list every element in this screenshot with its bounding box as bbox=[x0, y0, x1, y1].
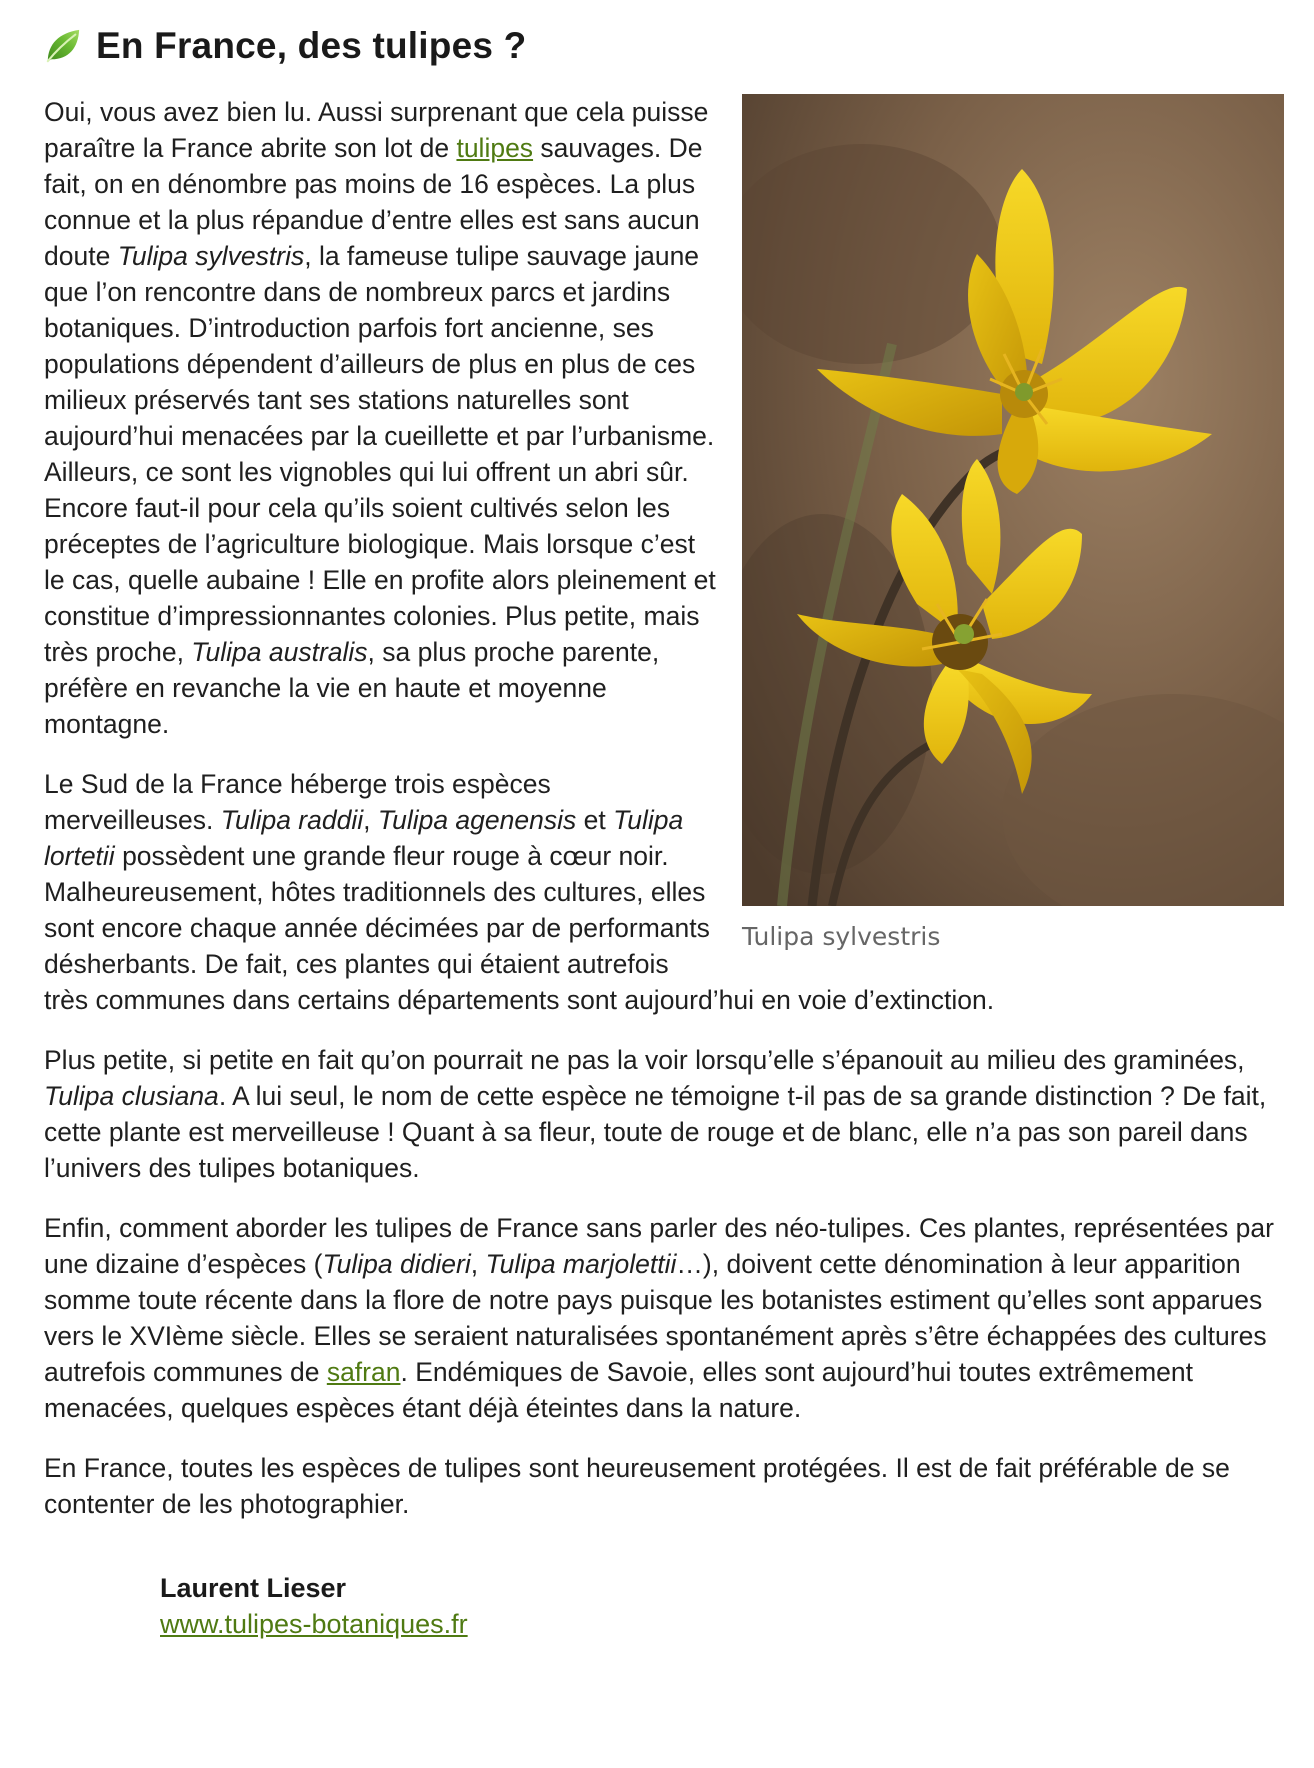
text-span: Plus petite, si petite en fait qu’on pourrait ne pas la voir lorsqu’elle s’épanouit au milieu des graminées, bbox=[44, 1045, 1245, 1075]
figure bbox=[742, 94, 1284, 951]
species-name: Tulipa raddii bbox=[220, 805, 364, 835]
text-span: Le Sud de la France héberge trois espèces merveilleuses. bbox=[44, 769, 551, 835]
species-name: Tulipa agenensis bbox=[377, 805, 577, 835]
figure-caption: Tulipa sylvestris bbox=[742, 922, 941, 951]
text-span: En France, toutes les espèces de tulipes sont heureusement protégées. Il est de fait préférable de se contenter de les photographier. bbox=[44, 1453, 1230, 1519]
paragraph-4 bbox=[44, 1210, 1284, 1426]
text-span: . A lui seul, le nom de cette espèce ne témoigne t-il pas de sa grande distinction ? De fait, cette plante est merveilleuse ! Quant à sa fleur, toute de rouge et de blanc, elle n’a pas son pareil dans l’univers des tulipes botaniques. bbox=[44, 1081, 1267, 1183]
text-span: , la fameuse tulipe sauvage jaune que l’on rencontre dans de nombreux parcs et jardins botaniques. D’introduction parfois fort ancienne, ses populations dépendent d’ailleurs de plus en plus de ces milieux préservés tant ses stations naturelles sont aujourd’hui menacées par la cueillette et par l’urbanisme. Ailleurs, ce sont les vignobles qui lui offrent un abri sûr. Encore faut-il pour cela qu’ils soient cultivés selon les préceptes de l’agriculture biologique. Mais lorsque c’est le cas, quelle aubaine ! Elle en profite alors pleinement et constitue d’impressionnantes colonies. Plus petite, mais très proche, bbox=[44, 241, 716, 667]
article bbox=[44, 18, 1284, 1642]
leaf-icon bbox=[44, 27, 82, 65]
text-span: Enfin, comment aborder les tulipes de France sans parler des néo-tulipes. Ces plantes, représentées par une dizaine d’espèces ( bbox=[44, 1213, 1274, 1279]
species-name: Tulipa clusiana bbox=[44, 1081, 219, 1111]
signature bbox=[160, 1546, 1284, 1642]
website-link[interactable]: www.tulipes-botaniques.fr bbox=[160, 1609, 468, 1639]
text-span: . Endémiques de Savoie, elles sont aujourd’hui toutes extrêmement menacées, quelques espèces étant déjà éteintes dans la nature. bbox=[44, 1357, 1193, 1423]
species-name: Tulipa didieri bbox=[322, 1249, 471, 1279]
title-row bbox=[44, 18, 1284, 74]
text-span: , sa plus proche parente, préfère en revanche la vie en haute et moyenne montagne. bbox=[44, 637, 660, 739]
author-name: Laurent Lieser bbox=[160, 1573, 347, 1603]
link-safran[interactable]: safran bbox=[326, 1357, 401, 1387]
species-name: Tulipa marjolettii bbox=[485, 1249, 677, 1279]
species-name: Tulipa sylvestris bbox=[117, 241, 305, 271]
text-span: , bbox=[470, 1249, 486, 1279]
page-title: En France, des tulipes ? bbox=[96, 25, 527, 66]
text-span: possèdent une grande fleur rouge à cœur noir. Malheureusement, hôtes traditionnels des cultures, elles sont encore chaque année décimées par de performants désherbants. De fait, ces plantes qui étaient autrefois très communes dans certains départements sont aujourd’hui en voie d’extinction. bbox=[44, 841, 995, 1015]
link-tulipes[interactable]: tulipes bbox=[456, 133, 534, 163]
species-name: Tulipa australis bbox=[191, 637, 368, 667]
species-name: Tulipa lortetii bbox=[44, 805, 684, 871]
text-span: …), doivent cette dénomination à leur apparition somme toute récente dans la flore de notre pays puisque les botanistes estiment qu’elles sont apparues vers le XVIème siècle. Elles se seraient naturalisées spontanément après s’être échappées des cultures autrefois communes de bbox=[44, 1249, 1267, 1387]
text-span: Oui, vous avez bien lu. Aussi surprenant que cela puisse paraître la France abrite son lot de bbox=[44, 97, 709, 163]
text-span: sauvages. De fait, on en dénombre pas moins de 16 espèces. La plus connue et la plus répandue d’entre elles est sans aucun doute bbox=[44, 133, 703, 271]
paragraph-3 bbox=[44, 1042, 1284, 1186]
text-span: , bbox=[363, 805, 378, 835]
tulip-photo bbox=[742, 94, 1284, 906]
paragraph-5 bbox=[44, 1450, 1284, 1522]
text-span: et bbox=[576, 805, 614, 835]
